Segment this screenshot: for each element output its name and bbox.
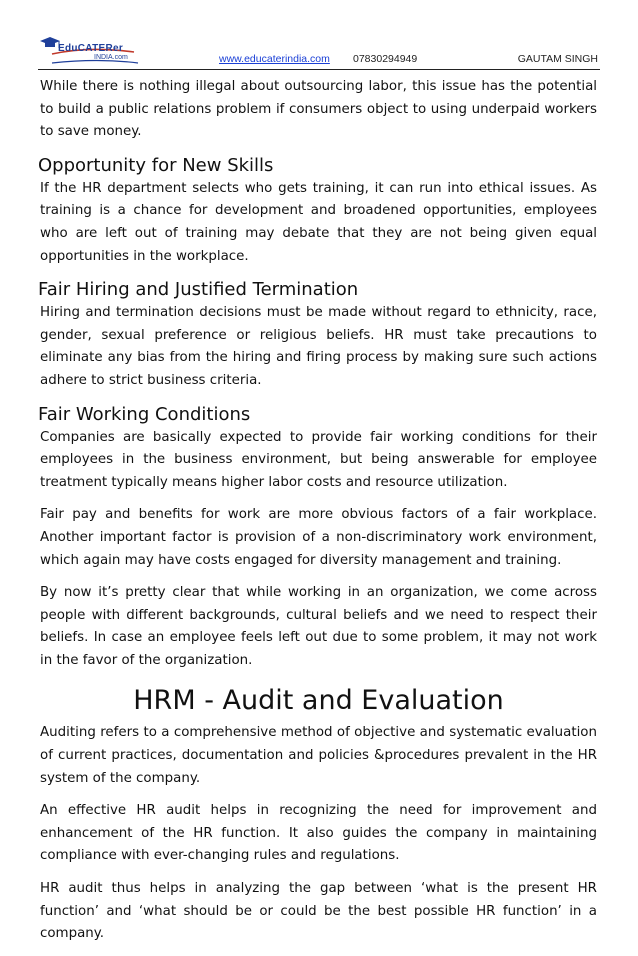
section-paragraph: Hiring and termination decisions must be made without regard to ethnicity, race, gender, sexual preference or religious beliefs. HR must take precautions to eliminate any bias from the hiring and firing process by making sure such actions adhere to strict business criteria. — [40, 305, 597, 388]
section-heading-new-skills: Opportunity for New Skills — [38, 154, 274, 176]
educaterer-logo — [38, 36, 148, 66]
section-heading-fair-hiring: Fair Hiring and Justified Termination — [38, 279, 359, 301]
logo-domain: INDIA.com — [94, 54, 128, 61]
logo-wordmark: EduCATERer — [58, 43, 124, 54]
website-link[interactable]: www.educaterindia.com — [219, 53, 330, 65]
audit-paragraph: HR audit thus helps in analyzing the gap between ‘what is the present HR function’ and ‘what should be or could be the best possible HR function’ in a company. — [40, 881, 597, 942]
chapter-title: HRM - Audit and Evaluation — [133, 685, 504, 717]
section-paragraph: Fair pay and benefits for work are more obvious factors of a fair workplace. Another important factor is provision of a non-discriminatory work environment, which again may have costs engaged for diversity management and training. — [40, 507, 597, 568]
document-body — [40, 76, 597, 956]
audit-paragraph: Auditing refers to a comprehensive method of objective and systematic evaluation of current practices, documentation and policies &procedures prevalent in the HR system of the company. — [40, 725, 597, 786]
author-name: GAUTAM SINGH — [517, 53, 598, 65]
section-paragraph: Companies are basically expected to provide fair working conditions for their employees in the business environment, but being answerable for employee treatment typically means higher labor costs and resource utilization. — [40, 429, 597, 490]
section-paragraph: If the HR department selects who gets training, it can run into ethical issues. As training is a chance for development and broadened opportunities, employees who are left out of training may debate that they are not being given equal opportunities in the workplace. — [40, 180, 597, 264]
section-paragraph: By now it’s pretty clear that while working in an organization, we come across people with different backgrounds, cultural beliefs and we need to respect their beliefs. In case an employee feels left out due to some problem, it may not work in the favor of the organization. — [40, 585, 597, 668]
audit-paragraph: An effective HR audit helps in recognizing the need for improvement and enhancement of the HR function. It also guides the company in maintaining compliance with ever-changing rules and regulations. — [40, 803, 597, 864]
intro-paragraph: While there is nothing illegal about outsourcing labor, this issue has the potential to build a public relations problem if consumers object to using underpaid workers to save money. — [40, 79, 597, 140]
phone-number: 07830294949 — [353, 53, 418, 65]
section-heading-working-conditions: Fair Working Conditions — [38, 403, 251, 425]
page-header — [38, 36, 600, 70]
